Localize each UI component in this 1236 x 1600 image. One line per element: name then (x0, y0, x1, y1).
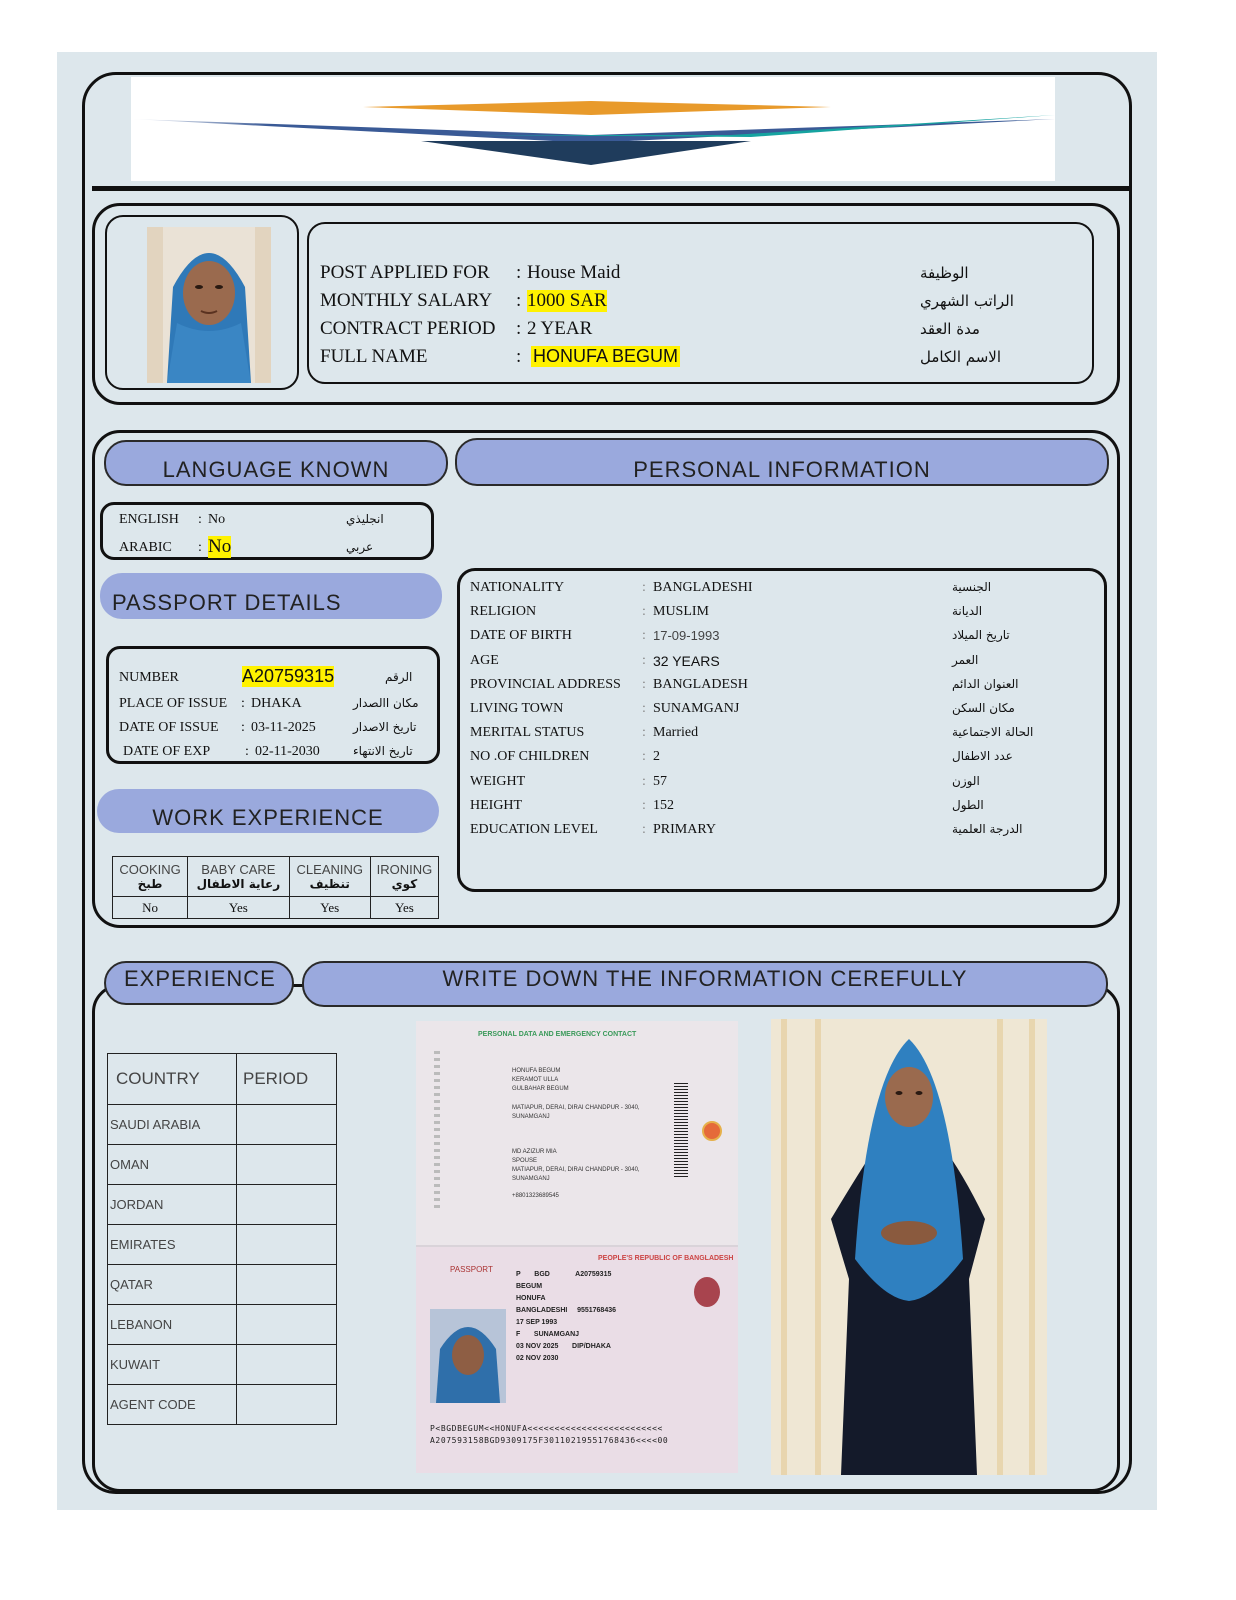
contract-value: 2 YEAR (527, 318, 593, 339)
cleaning-value: Yes (289, 897, 370, 919)
language-known-heading: LANGUAGE KNOWN (104, 440, 448, 486)
arabic-value: No (208, 536, 232, 557)
arabic-ar: عربي (346, 540, 374, 554)
personal-row (470, 604, 1090, 624)
personal-row (470, 774, 1090, 794)
date-of-exp-value: 02-11-2030 (255, 744, 320, 759)
period-cell[interactable] (237, 1185, 337, 1225)
personal-row (470, 749, 1090, 769)
personal-label: LIVING TOWN (470, 701, 564, 716)
post-ar: الوظيفة (920, 264, 969, 282)
passport-mrz: P<BGDBEGUM<<HONUFA<<<<<<<<<<<<<<<<<<<<<<<<< A207593158BGD9309175F3011021955176843б<<<<00 (430, 1424, 669, 1445)
contract-label: CONTRACT PERIOD (320, 318, 496, 339)
period-cell[interactable] (237, 1385, 337, 1425)
personal-ar: الديانة (952, 604, 983, 619)
country-cell: LEBANON (108, 1305, 237, 1345)
personal-ar: الجنسية (952, 580, 992, 594)
country-row (108, 1145, 337, 1185)
colon: : (642, 652, 646, 668)
passport-details-heading: PASSPORT DETAILS (100, 573, 442, 619)
date-of-exp-label: DATE OF EXP (123, 744, 211, 759)
personal-ar: الطول (952, 797, 984, 812)
personal-value: MUSLIM (653, 604, 710, 620)
passport-scan-image (416, 1021, 738, 1473)
country-row (108, 1385, 337, 1425)
name-label: FULL NAME (320, 346, 428, 367)
country-row (108, 1185, 337, 1225)
country-cell: EMIRATES (108, 1225, 237, 1265)
personal-value: 32 YEARS (653, 652, 720, 669)
salary-ar: الراتب الشهري (920, 292, 1014, 310)
period-cell[interactable] (237, 1105, 337, 1145)
header-info (320, 262, 1080, 382)
post-value: House Maid (527, 262, 621, 283)
country-row (108, 1225, 337, 1265)
english-label: ENGLISH (119, 512, 179, 527)
country-row (108, 1105, 337, 1145)
country-row (108, 1305, 337, 1345)
personal-label: DATE OF BIRTH (470, 628, 572, 644)
colon: : (642, 604, 646, 620)
country-cell: OMAN (108, 1145, 237, 1185)
personal-value: BANGLADESHI (653, 580, 753, 595)
colon: : (516, 346, 522, 367)
place-of-issue-label: PLACE OF ISSUE (119, 696, 228, 711)
country-cell: SAUDI ARABIA (108, 1105, 237, 1145)
colon: : (241, 720, 245, 735)
colon: : (198, 512, 202, 527)
personal-ar: تاريخ الميلاد (952, 628, 1010, 643)
personal-label: EDUCATION LEVEL (470, 822, 598, 837)
colon: : (642, 773, 646, 789)
period-cell[interactable] (237, 1345, 337, 1385)
date-of-issue-ar: تاريخ الاصدار (353, 720, 417, 734)
personal-information-heading: PERSONAL INFORMATION (455, 438, 1109, 486)
passport-photo (430, 1309, 506, 1403)
personal-ar: مكان السكن (952, 701, 1015, 715)
period-cell[interactable] (237, 1145, 337, 1185)
colon: : (642, 749, 646, 765)
colon: : (516, 262, 522, 283)
personal-value: SUNAMGANJ (653, 701, 740, 716)
ironing-header: IRONING كوي (370, 857, 438, 897)
personal-ar: الحالة الاجتماعية (952, 725, 1034, 740)
country-cell: QATAR (108, 1265, 237, 1305)
personal-row (470, 653, 1090, 673)
personal-row (470, 580, 1090, 600)
colon: : (642, 676, 646, 692)
full-name-value: HONUFA BEGUM (533, 346, 679, 366)
personal-ar: الوزن (952, 773, 980, 788)
personal-value: 57 (653, 773, 667, 789)
passport-number-label: NUMBER (119, 670, 179, 685)
baby-care-value: Yes (188, 897, 290, 919)
scan-perforation (434, 1051, 440, 1211)
passport-scan-word: PASSPORT (450, 1265, 493, 1274)
personal-row (470, 798, 1090, 818)
name-ar: الاسم الكامل (920, 348, 1002, 366)
personal-label: NO .OF CHILDREN (470, 749, 590, 765)
personal-label: MERITAL STATUS (470, 725, 585, 741)
colon: : (642, 822, 646, 837)
personal-value: BANGLADESH (653, 676, 748, 692)
personal-ar: العمر (952, 652, 979, 667)
chip-icon (694, 1277, 720, 1307)
personal-info-rows (470, 580, 1090, 850)
personal-label: WEIGHT (470, 773, 526, 789)
header-divider (92, 186, 1130, 191)
personal-value: 17-09-1993 (653, 628, 720, 644)
barcode-icon (674, 1083, 688, 1179)
personal-label: HEIGHT (470, 797, 523, 813)
personal-ar: الدرجة العلمية (952, 822, 1023, 836)
passport-scan-top-title: PERSONAL DATA AND EMERGENCY CONTACT (478, 1031, 637, 1038)
passport-scan-personal-data: HONUFA BEGUM KERAMOT ULLA GULBAHAR BEGUM MATIAPUR, DERAI, DIRAI CHANDPUR - 3040, SUNAMGANJ MD AZIZUR MIA SPOUSE MATIAPUR, DERAI, DIRAI CHANDPUR - 3040, SUNAMGANJ +8801323689545 (512, 1068, 640, 1199)
banner-graphic (131, 77, 1055, 181)
personal-row (470, 628, 1090, 648)
personal-row (470, 701, 1090, 721)
post-label: POST APPLIED FOR (320, 262, 490, 283)
ironing-value: Yes (370, 897, 438, 919)
passport-bio-page (416, 1247, 738, 1473)
country-row (108, 1265, 337, 1305)
arabic-label: ARABIC (119, 540, 172, 555)
country-cell: KUWAIT (108, 1345, 237, 1385)
personal-label: NATIONALITY (470, 580, 565, 595)
full-body-photo (771, 1019, 1047, 1475)
passport-number-ar: الرقم (385, 670, 413, 684)
colon: : (642, 580, 646, 595)
place-of-issue-ar: مكان االصدار (353, 696, 419, 710)
passport-number-value: A20759315 (242, 666, 335, 686)
personal-value: Married (653, 725, 699, 741)
english-value: No (208, 512, 226, 527)
personal-value: PRIMARY (653, 822, 717, 837)
country-header: COUNTRY (108, 1054, 237, 1105)
cooking-value: No (113, 897, 188, 919)
personal-value: 2 (653, 749, 660, 765)
passport-data-page (416, 1021, 738, 1245)
personal-label: AGE (470, 652, 499, 668)
profile-photo (147, 227, 271, 383)
date-of-exp-ar: تاريخ الانتهاء (353, 744, 413, 758)
place-of-issue-value: DHAKA (251, 696, 302, 711)
personal-ar: العنوان الدائم (952, 676, 1019, 691)
date-of-issue-label: DATE OF ISSUE (119, 720, 219, 735)
period-header: PERIOD (237, 1054, 337, 1105)
cleaning-header: CLEANING تنظيف (289, 857, 370, 897)
date-of-issue-value: 03-11-2025 (251, 720, 316, 735)
colon: : (642, 701, 646, 716)
personal-row (470, 677, 1090, 697)
country-row (108, 1345, 337, 1385)
personal-value: 152 (653, 797, 674, 813)
personal-label: PROVINCIAL ADDRESS (470, 676, 621, 692)
country-cell: AGENT CODE (108, 1385, 237, 1425)
baby-care-header: BABY CARE رعاية الاطفال (188, 857, 290, 897)
colon: : (642, 725, 646, 741)
period-cell[interactable] (237, 1265, 337, 1305)
colon: : (241, 696, 245, 711)
cooking-header: COOKING طبخ (113, 857, 188, 897)
period-cell[interactable] (237, 1305, 337, 1345)
personal-ar: عدد الاطفال (952, 749, 1013, 764)
period-cell[interactable] (237, 1225, 337, 1265)
english-ar: انجليذي (346, 512, 384, 526)
colon: : (245, 744, 249, 759)
write-down-heading: WRITE DOWN THE INFORMATION CEREFULLY (302, 961, 1108, 1007)
experience-country-table (107, 1053, 337, 1425)
colon: : (642, 628, 646, 644)
passport-scan-country: PEOPLE'S REPUBLIC OF BANGLADESH (598, 1255, 734, 1262)
colon: : (198, 540, 202, 555)
contract-ar: مدة العقد (920, 320, 980, 338)
work-experience-table (112, 856, 439, 919)
passport-scan-bio-data: P BGD A20759315 BEGUM HONUFA BANGLADESHI 9551768436 17 SEP 1993 F SUNAMGANJ 03 NOV 2025 DIP/DHAKA 02 NOV 2030 (516, 1271, 617, 1362)
personal-row (470, 725, 1090, 745)
passport-rows (119, 668, 429, 764)
work-experience-heading: WORK EXPERIENCE (97, 789, 439, 833)
personal-row (470, 822, 1090, 842)
experience-heading: EXPERIENCE (104, 961, 294, 1005)
emblem-icon (702, 1121, 722, 1141)
salary-value: 1000 SAR (527, 290, 607, 311)
colon: : (516, 290, 522, 311)
salary-label: MONTHLY SALARY (320, 290, 493, 311)
header-banner (131, 77, 1055, 181)
country-cell: JORDAN (108, 1185, 237, 1225)
colon: : (516, 318, 522, 339)
colon: : (642, 797, 646, 813)
personal-label: RELIGION (470, 604, 537, 620)
